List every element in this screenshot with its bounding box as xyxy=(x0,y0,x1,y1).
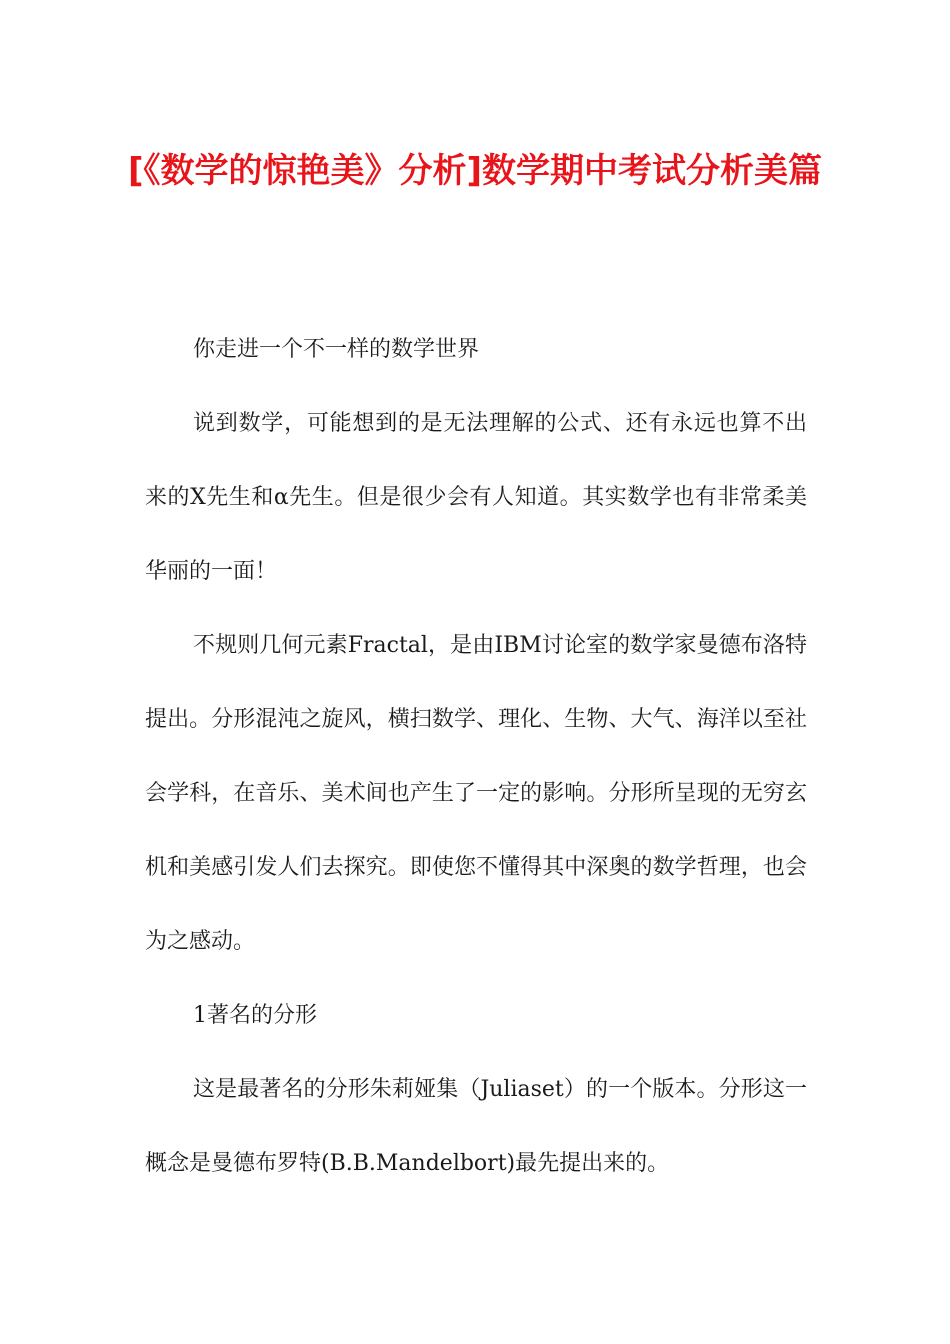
section-heading-famous-fractals: 1著名的分形 xyxy=(193,1003,317,1028)
paragraph-math-beauty: 说到数学，可能想到的是无法理解的公式、还有永远也算不出来的X先生和α先生。但是很少会有人知道。其实数学也有非常柔美华丽的一面！ xyxy=(145,411,807,584)
document-title: [《数学的惊艳美》分析]数学期中考试分析美篇 xyxy=(127,151,823,191)
paragraph-intro: 你走进一个不一样的数学世界 xyxy=(193,337,480,362)
paragraph-julia-set: 这是最著名的分形朱莉娅集（Juliaset）的一个版本。分形这一概念是曼德布罗特(B.B.Mandelbort)最先提出来的。 xyxy=(145,1077,807,1176)
paragraph-fractal: 不规则几何元素Fractal，是由IBM讨论室的数学家曼德布洛特提出。分形混沌之旋风，横扫数学、理化、生物、大气、海洋以至社会学科，在音乐、美术间也产生了一定的影响。分形所呈现的无穷玄机和美感引发人们去探究。即使您不懂得其中深奥的数学哲理，也会为之感动。 xyxy=(145,633,807,954)
document-body xyxy=(145,313,807,1201)
